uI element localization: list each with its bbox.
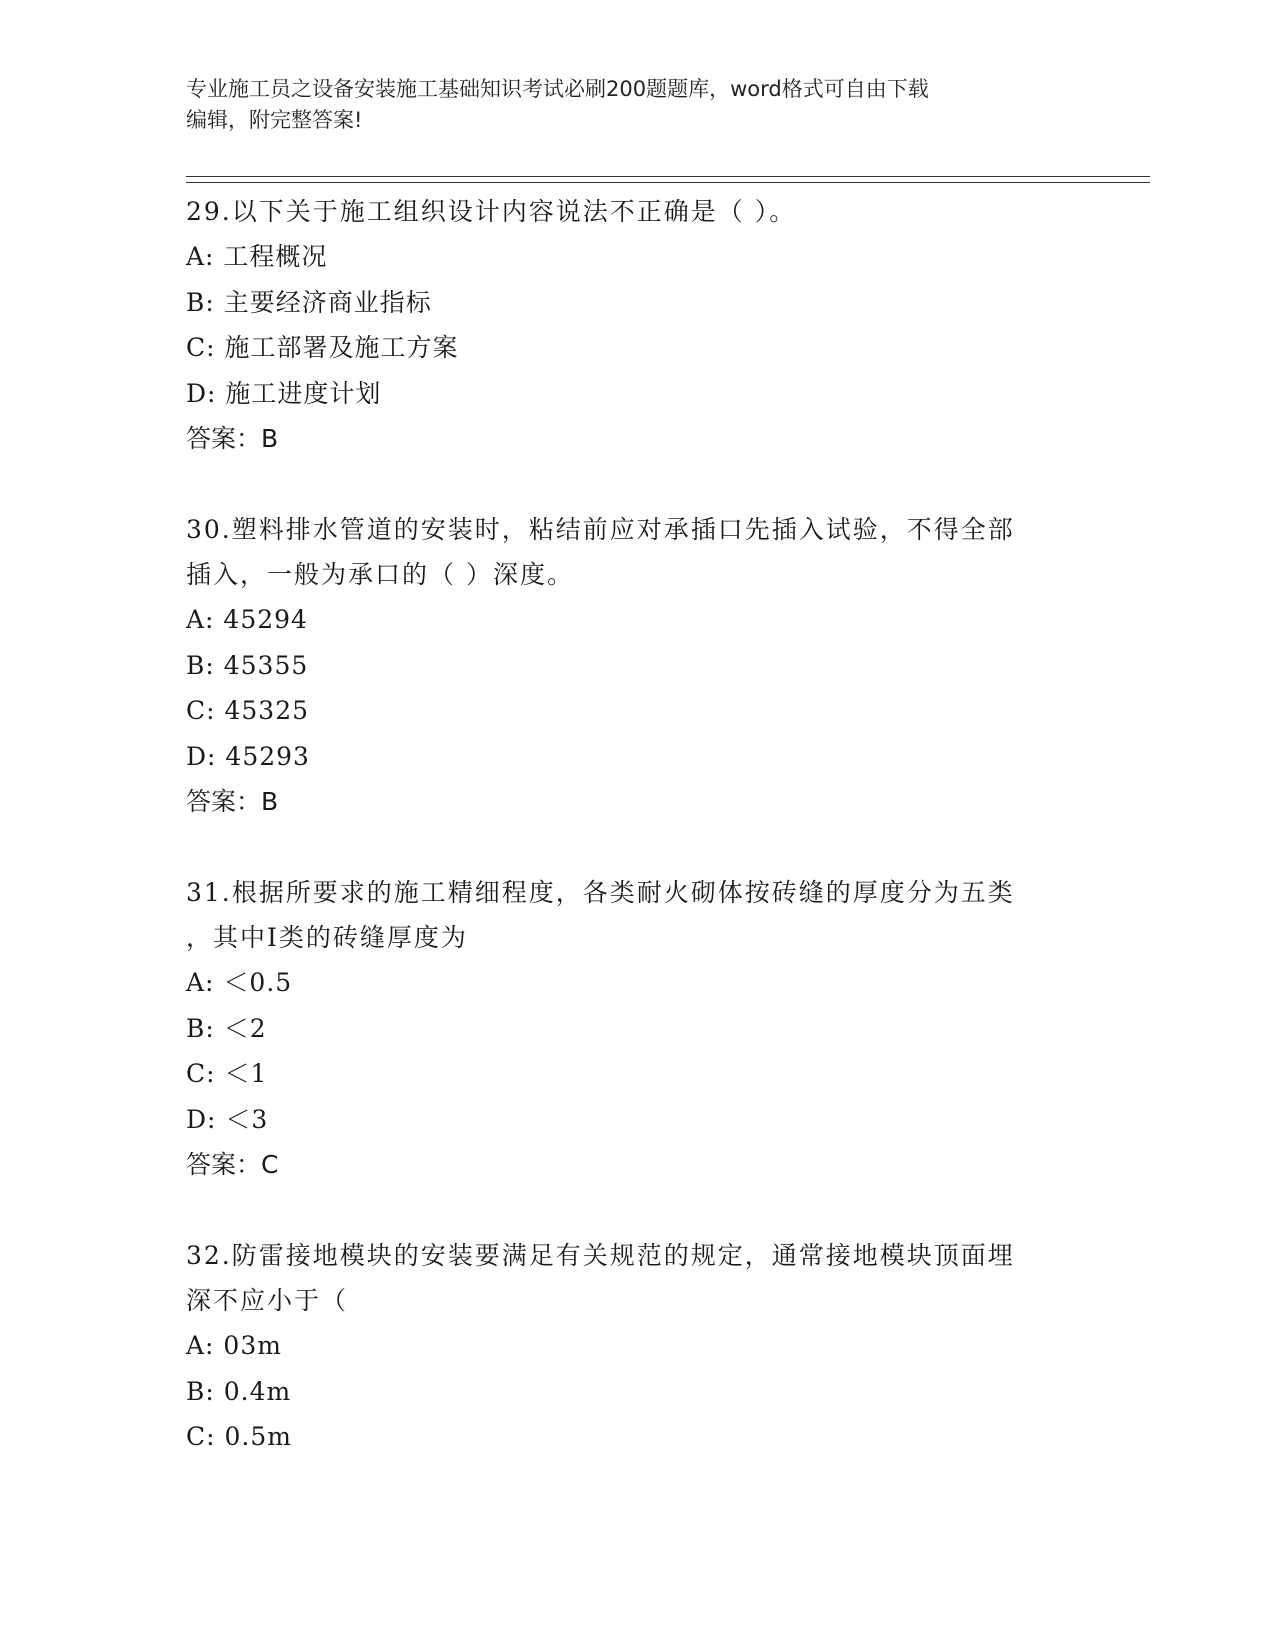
option-c: C: ＜1: [186, 1059, 268, 1088]
question-text-continued: ，其中Ⅰ类的砖缝厚度为: [186, 923, 468, 952]
option-d: D: 45293: [186, 741, 310, 771]
option-d: D: 施工进度计划: [186, 378, 382, 408]
answer: 答案：C: [186, 1150, 279, 1179]
option-a: A: 工程概况: [186, 242, 328, 271]
option-c: C: 45325: [186, 696, 310, 725]
header-line-2: 编辑，附完整答案!: [186, 108, 363, 132]
question-29: [186, 189, 1086, 461]
question-31: [186, 870, 1086, 1187]
header-divider-top: [186, 176, 1150, 177]
option-b: B: ＜2: [186, 1013, 267, 1043]
option-a: A: 45294: [186, 605, 308, 634]
option-d: D: ＜3: [186, 1104, 269, 1134]
question-text: 31.根据所要求的施工精细程度，各类耐火砌体按砖缝的厚度分为五类: [186, 878, 1015, 907]
option-a: A: ＜0.5: [186, 968, 293, 997]
question-30: [186, 507, 1086, 824]
option-a: A: 03m: [186, 1331, 282, 1360]
question-list: [186, 189, 1086, 1506]
question-text-continued: 插入，一般为承口的（ ）深度。: [186, 560, 574, 589]
option-c: C: 施工部署及施工方案: [186, 333, 459, 362]
header-line-1: 专业施工员之设备安装施工基础知识考试必刷200题题库，word格式可自由下载: [186, 77, 929, 101]
question-text-continued: 深不应小于（: [186, 1286, 349, 1315]
answer: 答案：B: [186, 424, 279, 453]
option-b: B: 45355: [186, 650, 309, 680]
question-text: 30.塑料排水管道的安装时，粘结前应对承插口先插入试验，不得全部: [186, 515, 1015, 544]
document-header: [186, 74, 1086, 136]
option-b: B: 0.4m: [186, 1376, 292, 1406]
question-text: 29.以下关于施工组织设计内容说法不正确是（ ）。: [186, 197, 797, 226]
option-c: C: 0.5m: [186, 1422, 292, 1451]
header-divider-bottom: [186, 182, 1150, 183]
option-b: B: 主要经济商业指标: [186, 287, 432, 317]
question-text: 32.防雷接地模块的安装要满足有关规范的规定，通常接地模块顶面埋: [186, 1241, 1015, 1270]
answer: 答案：B: [186, 787, 279, 816]
question-32: [186, 1233, 1086, 1460]
